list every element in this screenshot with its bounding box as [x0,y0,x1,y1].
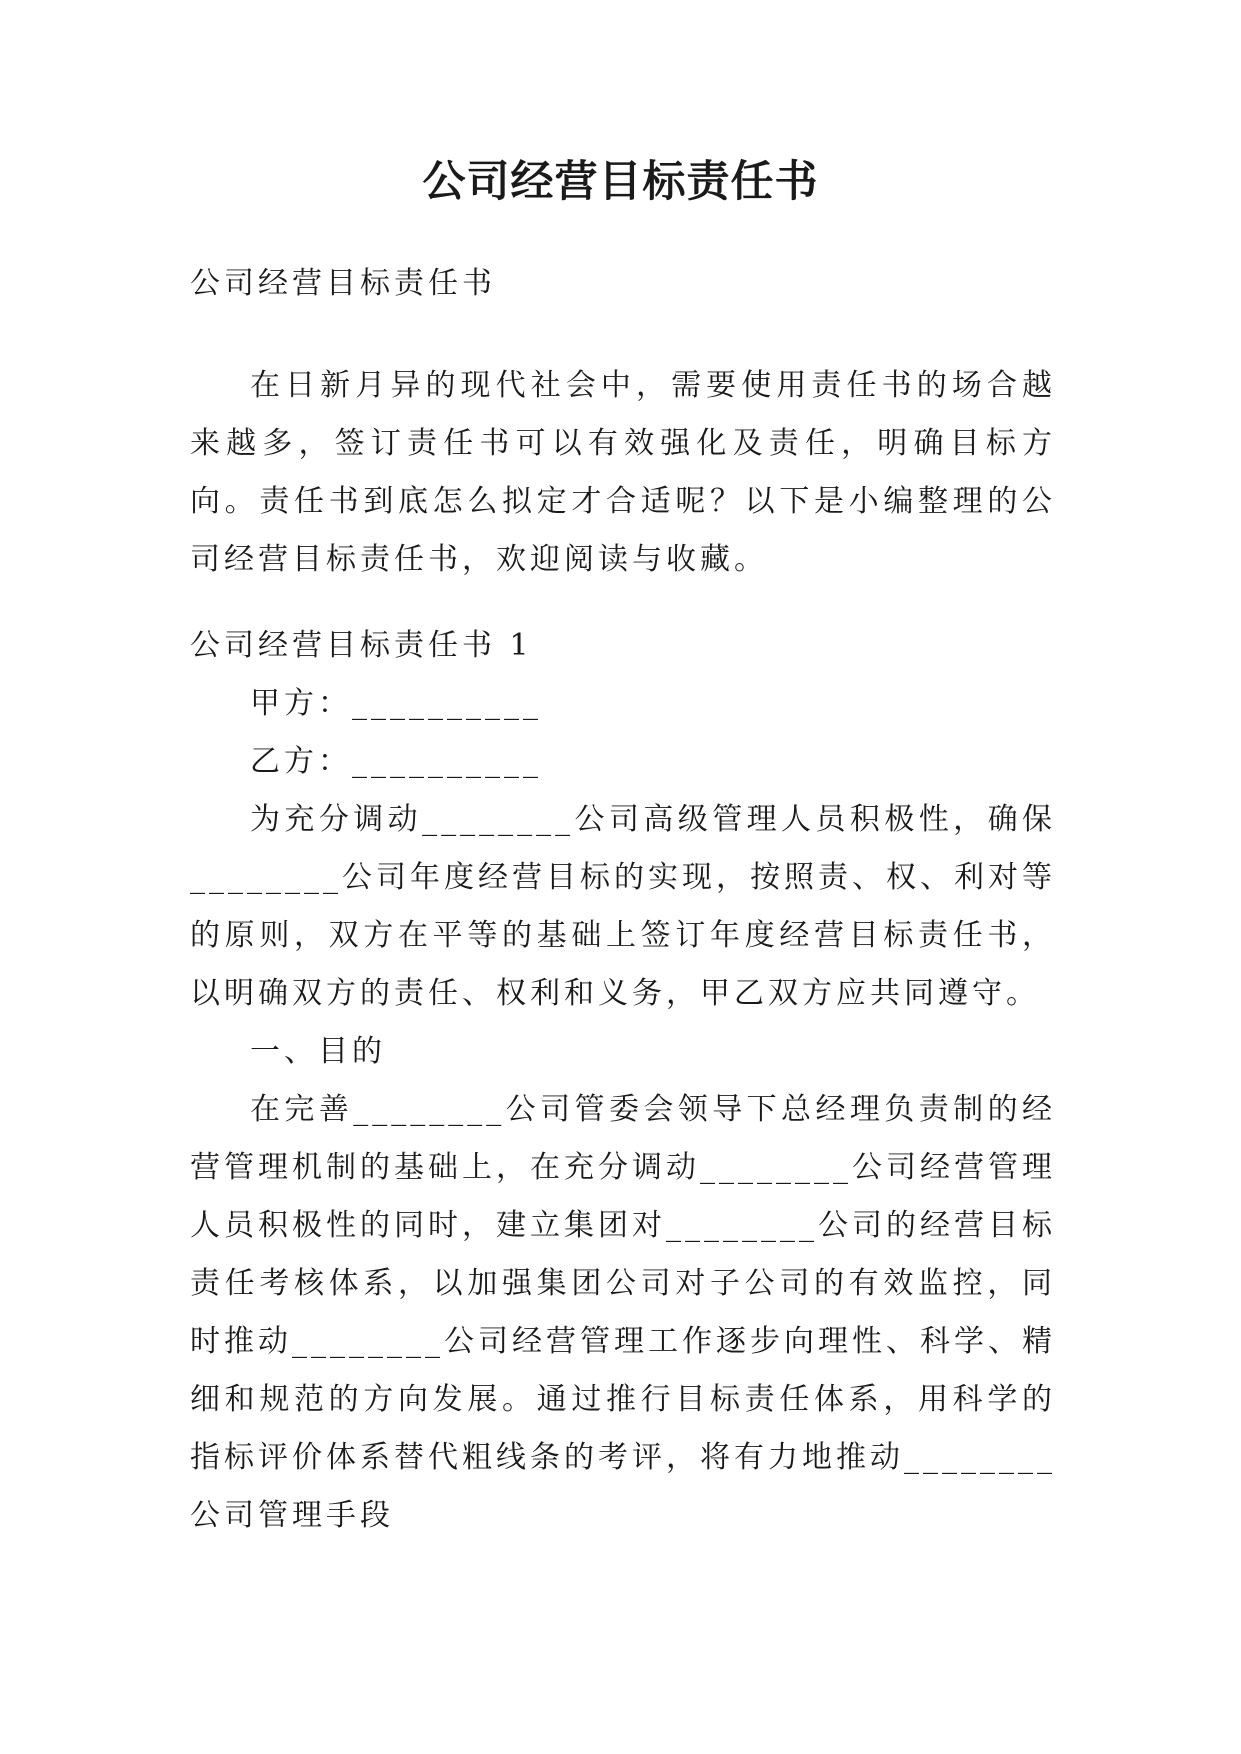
party-b-line: 乙方：__________ [250,744,542,779]
intro-paragraph: 在日新月异的现代社会中，需要使用责任书的场合越来越多，签订责任书可以有效强化及责任，明确目标方向。责任书到底怎么拟定才合适呢？以下是小编整理的公司经营目标责任书，欢迎阅读与收藏。 [190,368,1056,577]
purpose-paragraph: 在完善________公司管委会领导下总经理负责制的经营管理机制的基础上，在充分调动________公司经营管理人员积极性的同时，建立集团对________公司的经营目标责任考核体系，以加强集团公司对子公司的有效监控，同时推动________公司经营管理工作逐步向理性、科学、精细和规范的方向发展。通过推行目标责任体系，用科学的指标评价体系替代粗线条的考评，将有力地推动________公司管理手段 [190,1092,1056,1533]
section-heading: 公司经营目标责任书 1 [190,628,533,663]
document-subtitle-block [190,255,1056,313]
heading-one: 一、目的 [250,1034,386,1069]
purpose-intro-paragraph: 为充分调动________公司高级管理人员积极性，确保________公司年度经营目标的实现，按照责、权、利对等的原则，双方在平等的基础上签订年度经营目标责任书，以明确双方的责任、权利和义务，甲乙双方应共同遵守。 [190,802,1056,1011]
party-a-line: 甲方：__________ [250,686,542,721]
contract-body [190,617,1056,1545]
document-subtitle: 公司经营目标责任书 [190,266,496,301]
document-title: 公司经营目标责任书 [422,157,819,207]
intro-block [190,357,1056,589]
